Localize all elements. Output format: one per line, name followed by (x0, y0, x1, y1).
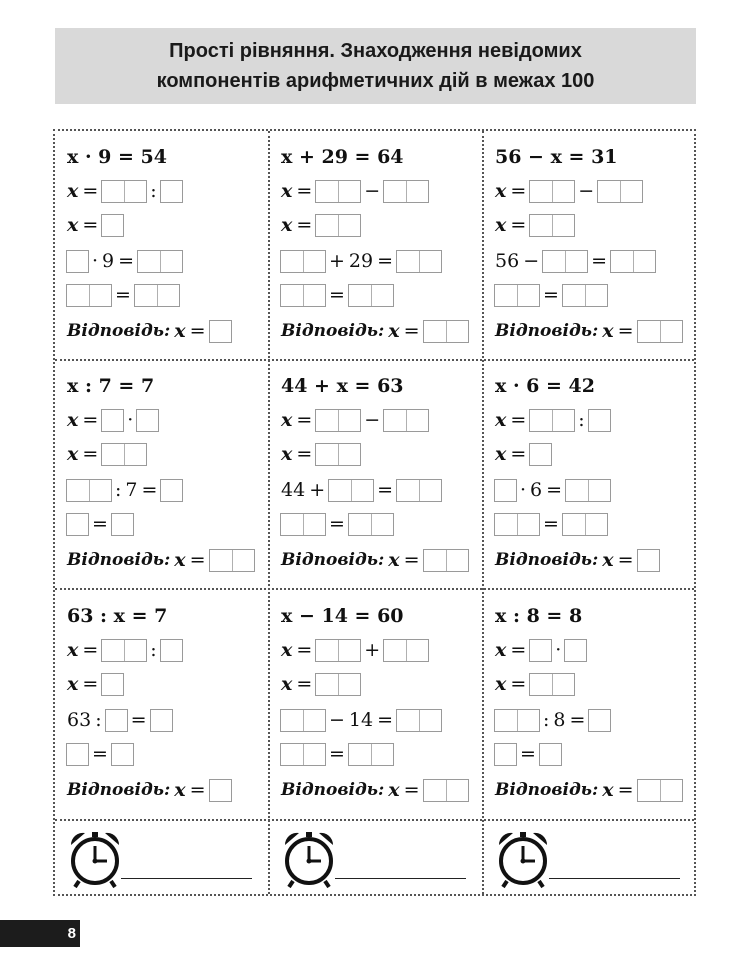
answer-box[interactable] (542, 250, 588, 273)
answer-row: Відповідь: x = (65, 319, 233, 343)
answer-box[interactable] (315, 673, 361, 696)
answer-box[interactable] (610, 250, 656, 273)
check-row: = (65, 742, 135, 766)
answer-box[interactable] (529, 214, 575, 237)
equation: x · 9 = 54 (67, 146, 167, 168)
answer-box[interactable] (160, 479, 183, 502)
equation: 56 − x = 31 (495, 146, 618, 168)
answer-box[interactable] (160, 180, 183, 203)
check-row: 63 : = (65, 708, 174, 732)
answer-box[interactable] (66, 513, 89, 536)
answer-box[interactable] (315, 214, 361, 237)
alarm-clock-icon (495, 829, 551, 889)
answer-row: Відповідь: x = (493, 319, 684, 343)
check-row: · 9 = (65, 249, 184, 273)
answer-box[interactable] (565, 479, 611, 502)
check-row: = (279, 283, 395, 307)
answer-box[interactable] (101, 673, 124, 696)
answer-box[interactable] (66, 743, 89, 766)
timer-cell-2 (269, 821, 482, 896)
equation: x − 14 = 60 (281, 605, 404, 627)
answer-box[interactable] (137, 250, 183, 273)
check-row: · 6 = (493, 478, 612, 502)
check-row: = (65, 283, 181, 307)
equation: x : 8 = 8 (495, 605, 583, 627)
answer-box[interactable] (209, 320, 232, 343)
answer-box[interactable] (160, 639, 183, 662)
answer-box[interactable] (529, 443, 552, 466)
exercise-grid (53, 129, 696, 896)
exercise-cell-4 (55, 360, 268, 588)
answer-box[interactable] (280, 743, 326, 766)
check-row: : 8 = (493, 708, 612, 732)
header-title-line1: Прості рівняння. Знаходження невідомих (169, 40, 582, 62)
answer-box[interactable] (637, 320, 683, 343)
exercise-cell-2 (269, 131, 482, 359)
check-row: = (279, 512, 395, 536)
answer-box[interactable] (315, 409, 361, 432)
exercise-cell-7 (55, 590, 268, 818)
answer-box[interactable] (348, 513, 394, 536)
equation: x : 7 = 7 (67, 375, 155, 397)
answer-box[interactable] (564, 639, 587, 662)
answer-box[interactable] (529, 409, 575, 432)
check-row: = (65, 512, 135, 536)
answer-box[interactable] (328, 479, 374, 502)
step-row: x = · (65, 408, 160, 432)
answer-box[interactable] (562, 284, 608, 307)
answer-box[interactable] (134, 284, 180, 307)
answer-box[interactable] (396, 479, 442, 502)
answer-box[interactable] (315, 639, 361, 662)
time-answer-line[interactable] (335, 878, 466, 879)
check-row: = (493, 742, 563, 766)
answer-box[interactable] (494, 284, 540, 307)
step-row: x = · (493, 638, 588, 662)
answer-box[interactable] (66, 250, 89, 273)
answer-box[interactable] (111, 743, 134, 766)
time-answer-line[interactable] (549, 878, 680, 879)
answer-box[interactable] (494, 513, 540, 536)
answer-box[interactable] (637, 779, 683, 802)
step-row: x = (65, 213, 125, 237)
step-row: x = (493, 672, 576, 696)
answer-box[interactable] (383, 639, 429, 662)
answer-row: Відповідь: x = (279, 319, 470, 343)
answer-box[interactable] (150, 709, 173, 732)
page-header (55, 28, 696, 104)
check-row: − 14 = (279, 708, 443, 732)
equation: 63 : x = 7 (67, 605, 168, 627)
exercise-cell-6 (483, 360, 696, 588)
exercise-cell-3 (483, 131, 696, 359)
check-row: = (279, 742, 395, 766)
step-row: x = (493, 213, 576, 237)
step-row: x = (493, 442, 553, 466)
answer-box[interactable] (101, 639, 147, 662)
check-row: = (493, 512, 609, 536)
answer-box[interactable] (423, 549, 469, 572)
answer-box[interactable] (494, 479, 517, 502)
step-row: x = − (279, 408, 430, 432)
step-row: x = − (279, 179, 430, 203)
answer-box[interactable] (588, 409, 611, 432)
answer-box[interactable] (280, 284, 326, 307)
check-row: = (493, 283, 609, 307)
answer-box[interactable] (637, 549, 660, 572)
step-row: x = : (65, 638, 184, 662)
answer-box[interactable] (539, 743, 562, 766)
step-row: x = (279, 442, 362, 466)
answer-box[interactable] (383, 409, 429, 432)
step-row: x = (279, 672, 362, 696)
answer-box[interactable] (101, 214, 124, 237)
answer-box[interactable] (529, 639, 552, 662)
step-row: x = (65, 672, 125, 696)
answer-box[interactable] (423, 320, 469, 343)
exercise-cell-5 (269, 360, 482, 588)
timer-cell-3 (483, 821, 696, 896)
check-row: : 7 = (65, 478, 184, 502)
answer-box[interactable] (529, 673, 575, 696)
answer-box[interactable] (209, 549, 255, 572)
step-row: x = + (279, 638, 430, 662)
check-row: + 29 = (279, 249, 443, 273)
answer-box[interactable] (209, 779, 232, 802)
answer-box[interactable] (423, 779, 469, 802)
alarm-clock-icon (67, 829, 123, 889)
step-row: x = : (493, 408, 612, 432)
answer-box[interactable] (348, 284, 394, 307)
exercise-cell-9 (483, 590, 696, 818)
answer-box[interactable] (105, 709, 128, 732)
answer-box[interactable] (315, 180, 361, 203)
exercise-cell-8 (269, 590, 482, 818)
answer-row: Відповідь: x = (493, 548, 661, 572)
answer-row: Відповідь: x = (279, 548, 470, 572)
equation: 44 + x = 63 (281, 375, 404, 397)
answer-box[interactable] (562, 513, 608, 536)
answer-row: Відповідь: x = (65, 548, 256, 572)
exercise-cell-1 (55, 131, 268, 359)
answer-box[interactable] (383, 180, 429, 203)
answer-box[interactable] (111, 513, 134, 536)
page-number (0, 920, 80, 947)
answer-box[interactable] (348, 743, 394, 766)
answer-box[interactable] (529, 180, 575, 203)
answer-box[interactable] (396, 709, 442, 732)
answer-row: Відповідь: x = (279, 778, 470, 802)
step-row: x = (279, 213, 362, 237)
answer-box[interactable] (494, 743, 517, 766)
answer-box[interactable] (101, 443, 147, 466)
step-row: x = (65, 442, 148, 466)
answer-box[interactable] (597, 180, 643, 203)
equation: x · 6 = 42 (495, 375, 595, 397)
answer-box[interactable] (66, 284, 112, 307)
answer-box[interactable] (494, 709, 540, 732)
step-row: x = : (65, 179, 184, 203)
answer-box[interactable] (588, 709, 611, 732)
equation: x + 29 = 64 (281, 146, 404, 168)
answer-box[interactable] (280, 513, 326, 536)
timer-cell-1 (55, 821, 268, 896)
check-row: 56 − = (493, 249, 657, 273)
answer-box[interactable] (101, 180, 147, 203)
answer-row: Відповідь: x = (493, 778, 684, 802)
check-row: 44 + = (279, 478, 443, 502)
header-title-line2: компонентів арифметичних дій в межах 100 (156, 70, 595, 92)
answer-box[interactable] (280, 250, 326, 273)
answer-box[interactable] (315, 443, 361, 466)
step-row: x = − (493, 179, 644, 203)
answer-box[interactable] (280, 709, 326, 732)
answer-box[interactable] (66, 479, 112, 502)
answer-box[interactable] (101, 409, 124, 432)
alarm-clock-icon (281, 829, 337, 889)
page-number-text: 8 (67, 925, 76, 942)
time-answer-line[interactable] (121, 878, 252, 879)
answer-box[interactable] (136, 409, 159, 432)
answer-box[interactable] (396, 250, 442, 273)
answer-row: Відповідь: x = (65, 778, 233, 802)
